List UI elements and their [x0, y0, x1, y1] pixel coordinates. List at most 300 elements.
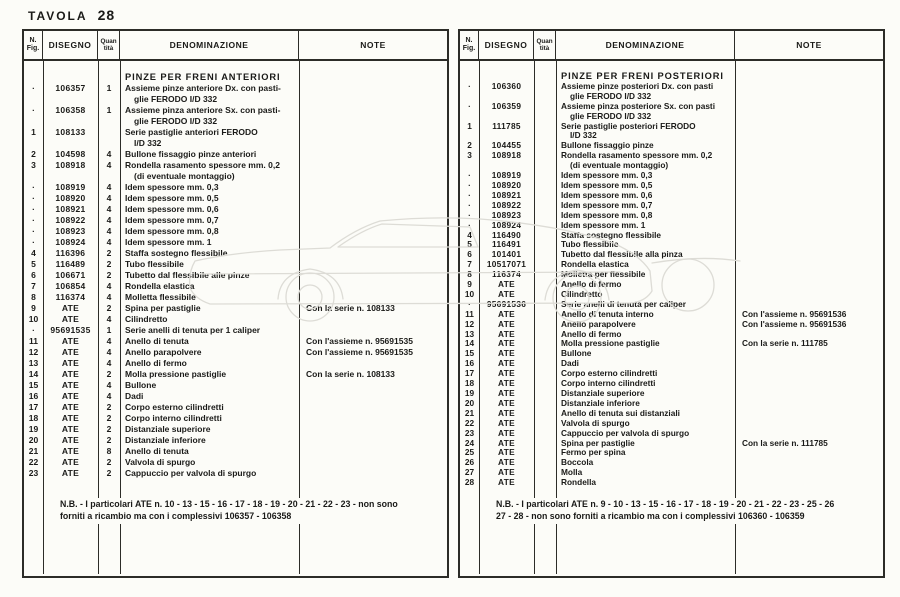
part-number: ATE — [61, 413, 80, 423]
denomination-line: Assieme pinze anteriore Dx. con pasti- — [125, 83, 281, 93]
fig-number: 22 — [28, 457, 39, 467]
table-row — [24, 270, 447, 281]
denomination-line: Idem spessore mm. 0,7 — [561, 199, 653, 210]
quantity: 2 — [106, 413, 112, 423]
fig-number: · — [468, 189, 471, 200]
fig-number: · — [468, 179, 471, 190]
quantity: 2 — [106, 435, 112, 445]
note-text: Con l'assieme n. 95691535 — [306, 336, 413, 346]
part-number: 95691536 — [486, 298, 527, 309]
col-header-note: NOTE — [796, 40, 822, 50]
denomination-line: Dadi — [561, 358, 579, 369]
col-header-disegno: DISEGNO — [43, 31, 98, 59]
fig-number: · — [32, 237, 35, 247]
denomination-line: Rondella rasamento spessore mm. 0,2 — [561, 150, 713, 161]
denomination-line: Tubo flessibile — [125, 259, 184, 269]
quantity: 1 — [106, 325, 112, 335]
part-number: 108919 — [55, 182, 86, 192]
part-number: 108920 — [55, 193, 86, 203]
fig-number: 15 — [28, 380, 39, 390]
fig-number: 7 — [31, 281, 36, 291]
table-row — [24, 226, 447, 237]
table-row — [24, 446, 447, 457]
part-number: ATE — [498, 368, 515, 379]
table-row — [460, 448, 883, 458]
part-number: ATE — [61, 347, 80, 357]
part-number: ATE — [61, 391, 80, 401]
quantity: 4 — [106, 182, 112, 192]
table-row — [24, 424, 447, 435]
denomination — [120, 358, 299, 369]
part-number: 111785 — [492, 120, 521, 131]
quantity: 1 — [106, 105, 112, 115]
fig-number: 10 — [464, 288, 475, 299]
denomination — [120, 83, 299, 105]
fig-number: · — [32, 105, 35, 115]
part-number: ATE — [498, 427, 515, 438]
footnote-line: 27 - 28 - non sono forniti a ricambio ma con i complessivi 106360 - 106359 — [496, 510, 805, 521]
part-number: 104455 — [491, 140, 522, 151]
denomination — [120, 292, 299, 303]
fig-number: · — [32, 204, 35, 214]
part-number: 106358 — [55, 105, 86, 115]
part-number: ATE — [498, 308, 515, 319]
fig-number: 13 — [28, 358, 39, 368]
table-footnote — [496, 498, 877, 524]
denomination-line: Corpo interno cilindretti — [561, 378, 656, 389]
denomination-line: Molla pressione pastiglie — [561, 338, 660, 349]
denomination-line: Distanziale inferiore — [125, 435, 206, 445]
denomination-line: Rondella elastica — [125, 281, 195, 291]
part-number: 108924 — [55, 237, 86, 247]
part-number: 106671 — [55, 270, 86, 280]
col-header-fig — [460, 31, 479, 59]
part-number: 108919 — [491, 170, 522, 181]
part-number: ATE — [61, 314, 80, 324]
fig-number: 11 — [29, 336, 38, 346]
denomination — [120, 281, 299, 292]
part-number: ATE — [498, 279, 515, 290]
denomination — [120, 248, 299, 259]
part-number: 116489 — [55, 259, 86, 269]
col-header-fig-line1: N. — [29, 37, 37, 44]
part-number: ATE — [498, 437, 515, 448]
table-row — [460, 270, 883, 280]
section-title: PINZE PER FRENI POSTERIORI — [561, 71, 724, 81]
denomination — [120, 446, 299, 457]
quantity: 2 — [106, 369, 112, 379]
fig-number: 12 — [28, 347, 39, 357]
denomination — [120, 325, 299, 336]
denomination-line: Idem spessore mm. 0,5 — [125, 193, 219, 203]
denomination-line: Staffa sostegno flessibile — [125, 248, 228, 258]
table-row — [24, 83, 447, 105]
quantity: 4 — [106, 347, 112, 357]
fig-number: 1 — [31, 127, 36, 137]
fig-number: 10 — [28, 314, 39, 324]
denomination-line: Assieme pinza posteriore Sx. con pasti — [561, 100, 716, 111]
denomination — [120, 303, 299, 314]
denomination-line: Rondella elastica — [561, 259, 629, 270]
col-header-fig — [24, 31, 43, 59]
denomination-line: Bullone fissaggio pinze — [561, 140, 654, 151]
table-row — [460, 369, 883, 379]
quantity: 2 — [106, 457, 112, 467]
fig-number: 18 — [464, 378, 475, 389]
denomination-line: glie FERODO I/D 332 — [134, 94, 218, 104]
part-number: ATE — [61, 369, 80, 379]
table-row — [460, 201, 883, 211]
col-header-denominazione: DENOMINAZIONE — [556, 31, 735, 59]
page-title-label: TAVOLA — [28, 9, 88, 23]
denomination-line: Molletta flessibile — [125, 292, 196, 302]
table-row — [24, 369, 447, 380]
denomination-line: Anello parapolvere — [561, 318, 636, 329]
denomination-line: Distanziale superiore — [125, 424, 211, 434]
table-row — [460, 191, 883, 201]
denomination — [556, 349, 735, 359]
fig-number: 4 — [31, 248, 36, 258]
denomination-line: Bullone — [125, 380, 157, 390]
table-row — [24, 149, 447, 160]
fig-number: · — [32, 193, 35, 203]
denomination — [120, 204, 299, 215]
fig-number: 24 — [464, 437, 475, 448]
fig-number: 17 — [464, 368, 475, 379]
footnote-line: forniti a ricambio ma con i complessivi 106357 - 106358 — [60, 510, 292, 521]
part-number: 10517071 — [486, 259, 527, 270]
quantity: 2 — [106, 402, 112, 412]
part-number: ATE — [498, 447, 515, 458]
note-text: Con la serie n. 108133 — [306, 303, 395, 313]
part-number: ATE — [498, 477, 515, 488]
part-number: 106360 — [491, 80, 522, 91]
denomination-line: Valvola di spurgo — [561, 417, 630, 428]
denomination-line: Valvola di spurgo — [125, 457, 196, 467]
part-number: ATE — [61, 424, 80, 434]
part-number: 108918 — [55, 160, 86, 170]
fig-number: 4 — [467, 229, 472, 240]
table-row — [24, 259, 447, 270]
part-number: 116490 — [491, 229, 522, 240]
denomination — [120, 149, 299, 160]
note-text: Con l'assieme n. 95691535 — [306, 347, 413, 357]
quantity: 4 — [106, 149, 112, 159]
denomination-line: glie FERODO I/D 332 — [570, 90, 652, 101]
denomination — [120, 424, 299, 435]
quantity: 4 — [106, 391, 112, 401]
table-row — [460, 171, 883, 181]
denomination — [120, 468, 299, 479]
fig-number: · — [468, 209, 471, 220]
quantity: 4 — [106, 193, 112, 203]
denomination — [556, 82, 735, 102]
denomination-line: Anello di tenuta — [125, 336, 189, 346]
denomination — [556, 122, 735, 142]
denomination — [120, 193, 299, 204]
denomination-line: (di eventuale montaggio) — [134, 171, 235, 181]
quantity: 4 — [106, 226, 112, 236]
denomination-line: Molletta per flessibile — [561, 269, 646, 280]
part-number: ATE — [498, 318, 515, 329]
denomination — [120, 402, 299, 413]
table-row — [24, 457, 447, 468]
denomination-line: Idem spessore mm. 0,8 — [561, 209, 653, 220]
part-number: ATE — [61, 358, 80, 368]
table-row — [24, 347, 447, 358]
fig-number: · — [32, 215, 35, 225]
fig-number: 13 — [464, 328, 475, 339]
denomination-line: Corpo esterno cilindretti — [125, 402, 224, 412]
denomination-line: Idem spessore mm. 0,6 — [561, 189, 653, 200]
note-text: Con la serie n. 111785 — [742, 338, 828, 349]
denomination-line: Idem spessore mm. 1 — [561, 219, 646, 230]
table-row — [24, 281, 447, 292]
fig-number: 8 — [31, 292, 36, 302]
table-row — [24, 358, 447, 369]
table-header — [24, 31, 447, 61]
table-row — [460, 102, 883, 122]
col-header-fig-line2: Fig. — [462, 45, 476, 52]
denomination-line: Corpo interno cilindretti — [125, 413, 222, 423]
denomination-line: Tubetto dal flessibile alla pinza — [561, 249, 683, 260]
fig-number: · — [468, 219, 471, 230]
col-header-quantita — [534, 31, 556, 59]
fig-number: · — [468, 170, 471, 181]
denomination — [120, 457, 299, 468]
parts-table-rear-calipers — [458, 29, 885, 578]
denomination — [556, 478, 735, 488]
quantity: 4 — [106, 215, 112, 225]
col-header-quantita-line1: Quan — [536, 37, 553, 45]
parts-table-front-calipers — [22, 29, 449, 578]
denomination — [120, 391, 299, 402]
table-row — [24, 303, 447, 314]
table-row — [24, 182, 447, 193]
part-number: 116396 — [55, 248, 86, 258]
fig-number: 8 — [467, 269, 472, 280]
table-row — [460, 82, 883, 102]
denomination-line: Bullone fissaggio pinze anteriori — [125, 149, 257, 159]
fig-number: 14 — [28, 369, 39, 379]
quantity: 4 — [106, 380, 112, 390]
denomination-line: Spina per pastiglie — [125, 303, 201, 313]
fig-number: 21 — [464, 407, 475, 418]
table-row — [460, 439, 883, 449]
fig-number: 5 — [31, 259, 36, 269]
denomination-line: Serie pastiglie anteriori FERODO — [125, 127, 258, 137]
denomination-line: Molla — [561, 467, 583, 478]
part-number: 108918 — [491, 150, 522, 161]
note-text: Con l'assieme n. 95691536 — [742, 318, 847, 329]
fig-number: 9 — [31, 303, 36, 313]
part-number: 108923 — [55, 226, 86, 236]
fig-number: 23 — [464, 427, 475, 438]
fig-number: · — [32, 182, 35, 192]
quantity: 4 — [106, 358, 112, 368]
denomination-line: Idem spessore mm. 1 — [125, 237, 212, 247]
table-row — [24, 336, 447, 347]
col-header-quantita-line1: Quan — [100, 37, 117, 45]
col-header-quantita-line2: tità — [103, 45, 114, 52]
quantity: 2 — [106, 259, 112, 269]
denomination — [556, 151, 735, 171]
table-row — [460, 231, 883, 241]
quantity: 4 — [106, 292, 112, 302]
quantity: 4 — [106, 281, 112, 291]
denomination-line: Cappuccio per valvola di spurgo — [561, 427, 690, 438]
quantity: 2 — [106, 270, 112, 280]
denomination-line: Rondella — [561, 477, 597, 488]
fig-number: 28 — [464, 477, 475, 488]
part-number: ATE — [498, 358, 515, 369]
part-number: 108923 — [491, 209, 522, 220]
fig-number: · — [32, 226, 35, 236]
part-number: ATE — [498, 467, 515, 478]
fig-number: · — [32, 325, 35, 335]
table-row — [460, 458, 883, 468]
denomination-line: Cilindretto — [125, 314, 168, 324]
part-number: ATE — [498, 417, 515, 428]
denomination-line: I/D 332 — [134, 138, 162, 148]
denomination-line: Distanziale inferiore — [561, 397, 640, 408]
denomination-line: Staffa sostegno flessibile — [561, 229, 662, 240]
denomination-line: Anello di fermo — [125, 358, 187, 368]
denomination — [120, 369, 299, 380]
denomination-line: Distanziale superiore — [561, 388, 645, 398]
quantity: 4 — [106, 204, 112, 214]
quantity: 1 — [106, 83, 112, 93]
denomination-line: Corpo esterno cilindretti — [561, 368, 658, 379]
fig-number: 9 — [467, 279, 472, 290]
denomination-line: Molla pressione pastiglie — [125, 369, 227, 379]
denomination — [120, 270, 299, 281]
denomination-line: glie FERODO I/D 332 — [134, 116, 218, 126]
denomination-line: Anello di tenuta interno — [561, 308, 654, 319]
quantity: 4 — [106, 237, 112, 247]
denomination — [120, 259, 299, 270]
table-row — [460, 409, 883, 419]
denomination-line: Assieme pinza anteriore Sx. con pasti- — [125, 105, 281, 115]
quantity: 2 — [106, 303, 112, 313]
quantity: 2 — [106, 248, 112, 258]
table-row — [24, 237, 447, 248]
quantity: 4 — [106, 160, 112, 170]
table-row — [24, 468, 447, 479]
denomination — [120, 380, 299, 391]
denomination-line: Idem spessore mm. 0,3 — [561, 170, 653, 181]
table-row — [24, 248, 447, 259]
denomination-line: Anello parapolvere — [125, 347, 202, 357]
part-number: 108921 — [55, 204, 86, 214]
page-title — [28, 7, 115, 23]
quantity: 4 — [106, 314, 112, 324]
footnote-line: N.B. - I particolari ATE n. 9 - 10 - 13 - 15 - 16 - 17 - 18 - 19 - 20 - 21 - 22 - 23 - 25 - 26 — [496, 499, 835, 509]
part-number: 104598 — [55, 149, 86, 159]
fig-number: 1 — [467, 120, 472, 131]
part-number: 116374 — [55, 292, 86, 302]
denomination — [120, 226, 299, 237]
table-row — [460, 389, 883, 399]
note-text: Con la serie n. 111785 — [742, 437, 828, 448]
fig-number: 3 — [31, 160, 36, 170]
part-number: ATE — [498, 348, 515, 359]
part-number: 95691535 — [50, 325, 91, 335]
denomination — [120, 336, 299, 347]
denomination-line: Idem spessore mm. 0,6 — [125, 204, 219, 214]
denomination — [120, 215, 299, 226]
fig-number: 23 — [28, 468, 39, 478]
denomination — [120, 314, 299, 325]
table-row — [460, 320, 883, 330]
rows — [24, 61, 447, 479]
fig-number: 20 — [464, 397, 475, 408]
denomination-line: Cilindretto — [561, 288, 603, 299]
table-row — [460, 260, 883, 270]
denomination-line: Idem spessore mm. 0,5 — [561, 179, 653, 190]
fig-number: · — [32, 83, 35, 93]
denomination-line: Cappuccio per valvola di spurgo — [125, 468, 257, 478]
part-number: 108924 — [491, 219, 522, 230]
part-number: ATE — [498, 457, 515, 468]
denomination — [556, 458, 735, 468]
fig-number: 11 — [465, 308, 474, 319]
fig-number: 25 — [464, 447, 475, 458]
table-row — [24, 193, 447, 204]
fig-number: 7 — [467, 259, 472, 270]
table-row — [24, 435, 447, 446]
denomination-line: Assieme pinze posteriori Dx. con pasti — [561, 80, 714, 91]
denomination-line: Idem spessore mm. 0,8 — [125, 226, 219, 236]
fig-number: 12 — [464, 318, 475, 329]
part-number: ATE — [61, 303, 80, 313]
denomination-line: Bullone — [561, 348, 592, 359]
part-number: 106359 — [491, 100, 522, 111]
quantity: 4 — [106, 336, 112, 346]
denomination-line: (di eventuale montaggio) — [570, 160, 669, 171]
table-row — [460, 339, 883, 349]
part-number: ATE — [498, 328, 515, 339]
denomination — [556, 102, 735, 122]
part-number: ATE — [61, 468, 80, 478]
part-number: 108920 — [491, 179, 522, 190]
col-header-note: NOTE — [360, 40, 386, 50]
denomination-line: Serie anelli di tenuta per 1 caliper — [125, 325, 261, 335]
table-row — [460, 221, 883, 231]
part-number: 116491 — [491, 239, 522, 250]
fig-number: 17 — [28, 402, 39, 412]
part-number: ATE — [61, 435, 80, 445]
fig-number: 2 — [31, 149, 36, 159]
part-number: ATE — [61, 402, 80, 412]
fig-number: 26 — [464, 457, 475, 468]
table-row — [460, 280, 883, 290]
section-title: PINZE PER FRENI ANTERIORI — [125, 72, 281, 82]
part-number: ATE — [498, 378, 515, 389]
rows — [460, 61, 883, 488]
table-row — [460, 181, 883, 191]
col-header-quantita-line2: tità — [539, 45, 550, 52]
denomination-line: Serie pastiglie posteriori FERODO — [561, 120, 696, 131]
note-text: Con la serie n. 108133 — [306, 369, 395, 379]
fig-number: 21 — [28, 446, 39, 456]
denomination — [120, 413, 299, 424]
table-row — [24, 391, 447, 402]
part-number: ATE — [498, 338, 515, 349]
fig-number: 2 — [467, 140, 472, 151]
table-row — [460, 151, 883, 171]
table-footnote — [60, 498, 441, 524]
